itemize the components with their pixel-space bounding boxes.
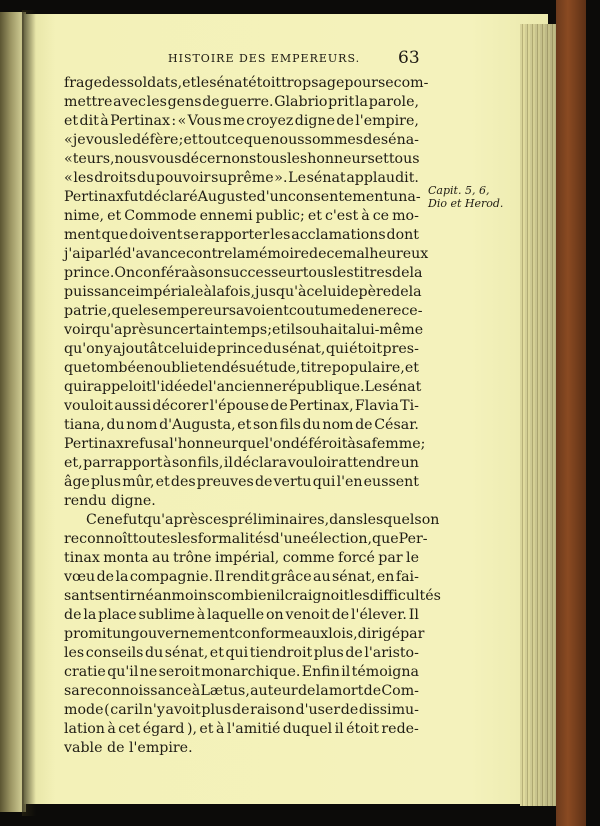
text-line: cratie qu'il ne seroit monarchique. Enfin il témoigna bbox=[64, 664, 419, 680]
text-line: vouloit aussi décorer l'épouse de Pertinax, Flavia Ti- bbox=[64, 398, 419, 414]
text-line: prince. On conféra à son successeur tous les titres de la bbox=[64, 265, 423, 281]
text-line: mode ( car il n'y avoit plus de raison d'user de dissimu- bbox=[64, 702, 419, 718]
text-line: patrie, que les empereurs avoient coutume de ne rece- bbox=[64, 303, 423, 319]
margin-note-line: Capit. 5, 6, bbox=[428, 184, 490, 197]
text-line: les conseils du sénat, et qui tiendroit plus de l'aristo- bbox=[64, 645, 419, 661]
text-line: de la place sublime à laquelle on venoit de l'élever. Il bbox=[64, 607, 419, 623]
text-line: puissance impériale à la fois, jusqu'à celui de père de la bbox=[64, 284, 422, 300]
text-line: reconnoît toutes les formalités d'une élection, que Per- bbox=[64, 531, 428, 547]
text-line: vœu de la compagnie. Il rendit grâce au sénat, en fai- bbox=[64, 569, 419, 585]
text-line: voir qu'après un certain temps ; et il souhaita lui-même bbox=[64, 322, 424, 338]
text-line: « je vous le défère ; et tout ce que nous sommes de séna- bbox=[64, 132, 419, 148]
page-number: 63 bbox=[398, 48, 420, 68]
text-line: âge plus mûr, et des preuves de vertu qui l'en eussent bbox=[64, 474, 419, 490]
text-line: Pertinax refusa l'honneur que l'on déféroit à sa femme; bbox=[64, 436, 426, 452]
text-line: promit un gouvernement conforme aux lois, dirigé par bbox=[64, 626, 425, 642]
text-line: j'ai parlé d'avance contre la mémoire de ce malheureux bbox=[64, 246, 429, 262]
text-line: mettre avec les gens de guerre. Glabrio prit la parole, bbox=[64, 94, 419, 110]
text-line: qu'on y ajoutât celui de prince du sénat, qui étoit pres- bbox=[64, 341, 419, 357]
text-line: que tombé en oubli et en désuétude, titre populaire, et bbox=[64, 360, 419, 376]
text-line: Ce ne fut qu'après ces préliminaires, dans lesquels on bbox=[86, 512, 440, 528]
text-line: frage des soldats, et le sénat étoit trop sage pour se com- bbox=[64, 75, 429, 91]
text-line: sant sentir néanmoins combien il craignoit les difficultés bbox=[64, 588, 441, 604]
text-line: sa reconnoissance à Lætus, auteur de la mort de Com- bbox=[64, 683, 419, 699]
margin-note-line: Dio et Herod. bbox=[428, 197, 504, 210]
text-line: lation à cet égard ), et à l'amitié duquel il étoit rede- bbox=[64, 721, 419, 737]
book-binding bbox=[556, 0, 586, 826]
running-title: HISTOIRE DES EMPEREURS. bbox=[168, 52, 361, 65]
text-line: nime, et Commode ennemi public; et c'est à ce mo- bbox=[64, 208, 419, 224]
text-line: et, par rapport à son fils, il déclara vouloir attendre un bbox=[64, 455, 419, 471]
text-line: qui rappeloit l'idée de l'ancienne république. Le sénat bbox=[64, 379, 422, 395]
text-line: Pertinax fut déclaré Auguste d'un consentement una- bbox=[64, 189, 421, 205]
gutter-shadow bbox=[22, 10, 36, 816]
text-line: tiana, du nom d'Augusta, et son fils du nom de César. bbox=[64, 417, 419, 433]
text-line: ment que doivent se rapporter les acclamations dont bbox=[64, 227, 419, 243]
margin-note bbox=[428, 184, 528, 210]
text-line: « les droits du pouvoir suprême ». Le sénat applaudit. bbox=[64, 170, 419, 186]
text-line: vable de l'empire. bbox=[64, 740, 193, 756]
text-line: « teurs, nous vous décernons tous les honneurs et tous bbox=[64, 151, 420, 167]
text-line: rendu digne. bbox=[64, 493, 156, 509]
text-line: et dit à Pertinax : « Vous me croyez digne de l'empire, bbox=[64, 113, 419, 129]
text-line: tinax monta au trône impérial, comme forcé par le bbox=[64, 550, 419, 566]
body-text bbox=[64, 74, 441, 758]
